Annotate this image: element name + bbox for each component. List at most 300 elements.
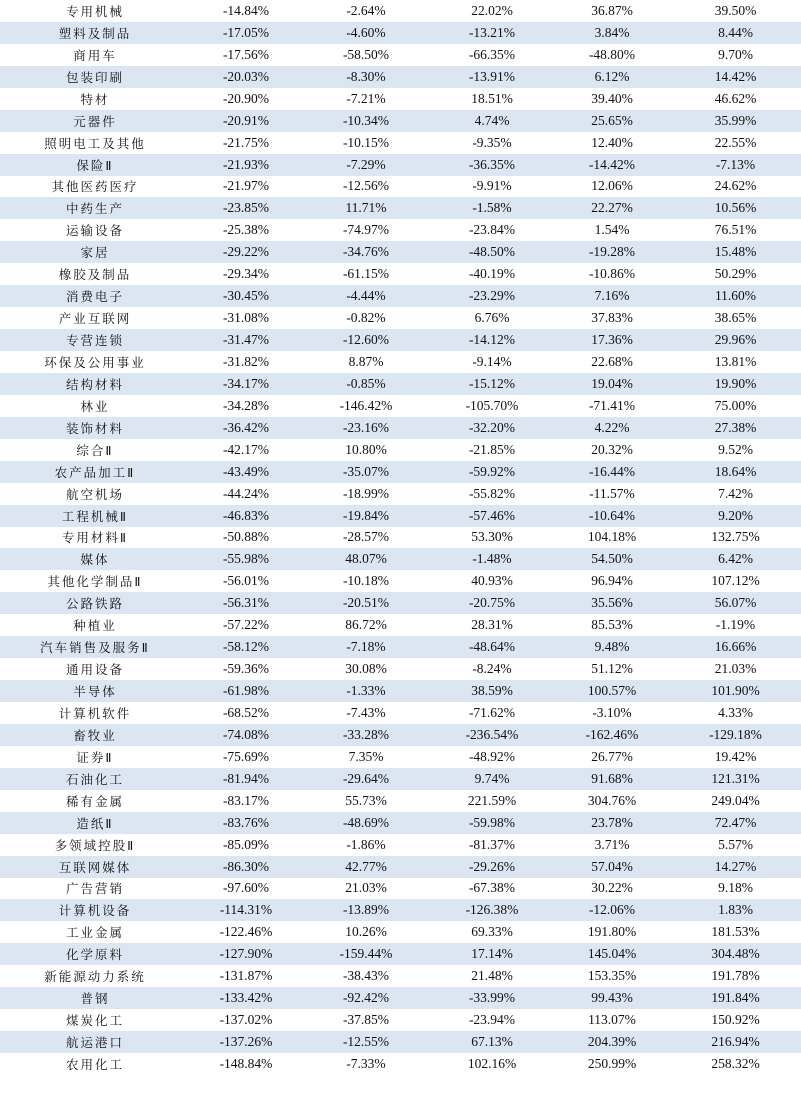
value-cell-col2: -13.89% (302, 899, 430, 921)
table-row (0, 548, 801, 570)
value-cell-col2: 55.73% (345, 792, 387, 808)
value-cell-col1: -75.69% (222, 748, 270, 764)
table-row (0, 483, 801, 505)
value-cell-col4: 19.04% (554, 373, 670, 395)
value-cell-col1: -86.30% (190, 856, 302, 878)
value-cell-col4: 3.84% (554, 22, 670, 44)
table-row (0, 812, 801, 834)
value-cell-col2: 30.08% (345, 661, 387, 677)
value-cell-col4: 26.77% (591, 748, 633, 764)
value-cell-col1: -61.98% (190, 680, 302, 702)
value-cell-col4: 54.50% (554, 548, 670, 570)
value-cell-col1: -83.76% (190, 812, 302, 834)
value-cell-col5: 4.33% (718, 704, 753, 720)
value-cell-col1: -20.91% (190, 110, 302, 132)
value-cell-col4: 35.56% (554, 592, 670, 614)
value-cell-col3: -14.12% (430, 329, 554, 351)
value-cell-col4: 3.71% (594, 836, 630, 852)
value-cell-col1: -114.31% (190, 899, 302, 921)
value-cell-col3: -236.54% (430, 724, 554, 746)
value-cell-col3: 21.48% (471, 968, 513, 984)
value-cell-col2: -12.56% (342, 178, 390, 194)
value-cell-col1: -21.97% (222, 178, 270, 194)
value-cell-col4: -12.06% (554, 899, 670, 921)
industry-name-cell: 元器件 (0, 110, 190, 132)
table-row (0, 702, 801, 724)
table-row (0, 1053, 801, 1075)
value-cell-col3: -13.21% (430, 22, 554, 44)
value-cell-col3: 18.51% (471, 90, 513, 106)
value-cell-col2: -19.84% (302, 505, 430, 527)
table-row (0, 219, 801, 241)
value-cell-col5: 27.38% (670, 417, 801, 439)
value-cell-col1: -31.47% (190, 329, 302, 351)
industry-name-cell: 工业金属 (65, 925, 124, 941)
value-cell-col5: 21.03% (714, 661, 757, 677)
value-cell-col5: 76.51% (714, 222, 757, 238)
value-cell-col4: 6.12% (554, 66, 670, 88)
industry-name-cell: 航空机场 (65, 486, 124, 502)
value-cell-col3: -1.48% (430, 548, 554, 570)
industry-name-cell: 汽车销售及服务Ⅱ (0, 636, 190, 658)
value-cell-col3: -40.19% (468, 266, 516, 282)
value-cell-col1: -133.42% (190, 987, 302, 1009)
industry-name-cell: 林业 (80, 398, 110, 414)
value-cell-col1: -20.03% (190, 66, 302, 88)
value-cell-col5: 35.99% (670, 110, 801, 132)
value-cell-col3: -67.38% (468, 880, 516, 896)
value-cell-col5: 9.18% (718, 880, 753, 896)
table-row (0, 329, 801, 351)
value-cell-col5: 72.47% (670, 812, 801, 834)
value-cell-col5: 14.27% (670, 856, 801, 878)
value-cell-col5: 191.84% (670, 987, 801, 1009)
value-cell-col5: 38.65% (714, 310, 757, 326)
industry-name-cell: 家居 (0, 241, 190, 263)
table-row (0, 417, 801, 439)
value-cell-col1: -44.24% (222, 485, 270, 501)
value-cell-col4: 104.18% (587, 529, 637, 545)
value-cell-col3: -1.58% (430, 197, 554, 219)
value-cell-col1: -68.52% (222, 704, 270, 720)
value-cell-col5: 50.29% (714, 266, 757, 282)
value-cell-col5: 46.62% (714, 90, 757, 106)
value-cell-col2: 21.03% (345, 880, 387, 896)
value-cell-col4: 22.27% (554, 197, 670, 219)
value-cell-col4: 4.22% (554, 417, 670, 439)
value-cell-col1: -20.90% (222, 90, 270, 106)
value-cell-col5: 304.48% (670, 943, 801, 965)
value-cell-col3: -9.35% (472, 134, 512, 150)
value-cell-col1: -36.42% (190, 417, 302, 439)
table-row (0, 746, 801, 768)
value-cell-col2: -1.33% (302, 680, 430, 702)
value-cell-col3: -32.20% (430, 417, 554, 439)
value-cell-col1: -50.88% (222, 529, 270, 545)
value-cell-col1: -43.49% (190, 461, 302, 483)
value-cell-col2: -58.50% (342, 46, 390, 62)
value-cell-col5: 11.60% (670, 285, 801, 307)
table-row (0, 790, 801, 812)
value-cell-col5: 150.92% (711, 1012, 760, 1028)
value-cell-col4: 153.35% (587, 968, 637, 984)
value-cell-col2: 86.72% (345, 617, 387, 633)
value-cell-col2: -10.34% (302, 110, 430, 132)
table-row (0, 66, 801, 88)
industry-name-cell: 综合Ⅱ (76, 442, 114, 458)
value-cell-col5: 191.78% (711, 968, 760, 984)
value-cell-col2: -7.29% (302, 154, 430, 176)
value-cell-col3: -36.35% (430, 154, 554, 176)
value-cell-col5: 16.66% (670, 636, 801, 658)
value-cell-col3: -8.24% (472, 661, 512, 677)
industry-name-cell: 装饰材料 (0, 417, 190, 439)
value-cell-col1: -85.09% (222, 836, 270, 852)
value-cell-col5: 56.07% (670, 592, 801, 614)
value-cell-col4: -48.80% (588, 46, 636, 62)
table-row (0, 110, 801, 132)
value-cell-col5: 1.83% (670, 899, 801, 921)
value-cell-col3: -9.91% (472, 178, 512, 194)
industry-name-cell: 煤炭化工 (65, 1013, 124, 1029)
value-cell-col1: -97.60% (222, 880, 270, 896)
value-cell-col2: 11.71% (302, 197, 430, 219)
value-cell-col5: 75.00% (714, 397, 757, 413)
value-cell-col2: -12.55% (302, 1031, 430, 1053)
value-cell-col3: -66.35% (468, 46, 516, 62)
value-cell-col3: -23.29% (430, 285, 554, 307)
value-cell-col1: -137.26% (190, 1031, 302, 1053)
value-cell-col2: -10.15% (342, 134, 390, 150)
value-cell-col5: 107.12% (711, 573, 760, 589)
value-cell-col2: -7.21% (346, 90, 386, 106)
value-cell-col1: -17.56% (222, 46, 270, 62)
industry-name-cell: 包装印刷 (0, 66, 190, 88)
value-cell-col5: 29.96% (670, 329, 801, 351)
industry-name-cell: 种植业 (73, 618, 117, 634)
table-row (0, 527, 801, 549)
value-cell-col1: -56.01% (222, 573, 270, 589)
industry-name-cell: 广告营销 (65, 881, 124, 897)
table-row (0, 132, 801, 154)
value-cell-col4: 51.12% (591, 661, 633, 677)
value-cell-col4: 37.83% (591, 310, 633, 326)
value-cell-col5: 258.32% (711, 1055, 760, 1071)
value-cell-col2: 10.80% (345, 441, 387, 457)
value-cell-col1: -29.34% (222, 266, 270, 282)
industry-name-cell: 商用车 (73, 47, 117, 63)
industry-name-cell: 普钢 (0, 987, 190, 1009)
value-cell-col4: -10.64% (554, 505, 670, 527)
industry-name-cell: 运输设备 (65, 223, 124, 239)
value-cell-col4: 113.07% (588, 1012, 636, 1028)
table-row (0, 351, 801, 373)
value-cell-col2: -35.07% (302, 461, 430, 483)
value-cell-col1: -14.84% (222, 2, 270, 18)
value-cell-col5: 7.42% (718, 485, 753, 501)
value-cell-col3: -48.92% (468, 748, 516, 764)
table-row (0, 44, 801, 66)
industry-name-cell: 照明电工及其他 (44, 135, 146, 151)
table-row (0, 176, 801, 198)
industry-name-cell: 结构材料 (0, 373, 190, 395)
value-cell-col4: -10.86% (588, 266, 636, 282)
industry-name-cell: 环保及公用事业 (44, 354, 146, 370)
value-cell-col1: -25.38% (222, 222, 270, 238)
table-row (0, 834, 801, 856)
value-cell-col4: 23.78% (554, 812, 670, 834)
industry-name-cell: 石油化工 (0, 768, 190, 790)
value-cell-col3: -29.26% (430, 856, 554, 878)
value-cell-col5: 19.42% (714, 748, 757, 764)
table-row (0, 373, 801, 395)
value-cell-col4: 91.68% (554, 768, 670, 790)
value-cell-col3: -33.99% (430, 987, 554, 1009)
value-cell-col3: 9.74% (430, 768, 554, 790)
value-cell-col3: -15.12% (430, 373, 554, 395)
value-cell-col2: -48.69% (302, 812, 430, 834)
value-cell-col1: -34.28% (222, 397, 270, 413)
industry-name-cell: 计算机软件 (58, 705, 132, 721)
value-cell-col1: -21.75% (222, 134, 270, 150)
value-cell-col4: 204.39% (554, 1031, 670, 1053)
table-row (0, 636, 801, 658)
value-cell-col4: -16.44% (554, 461, 670, 483)
value-cell-col2: -8.30% (302, 66, 430, 88)
value-cell-col3: -81.37% (468, 836, 516, 852)
industry-name-cell: 工程机械Ⅱ (0, 505, 190, 527)
value-cell-col5: 18.64% (670, 461, 801, 483)
table-row (0, 592, 801, 614)
value-cell-col5: 14.42% (670, 66, 801, 88)
value-cell-col3: 221.59% (467, 792, 517, 808)
value-cell-col5: 10.56% (670, 197, 801, 219)
table-row (0, 395, 801, 417)
value-cell-col1: -127.90% (190, 943, 302, 965)
value-cell-col1: -122.46% (219, 924, 273, 940)
table-row (0, 658, 801, 680)
table-row (0, 1009, 801, 1031)
value-cell-col4: 25.65% (554, 110, 670, 132)
value-cell-col4: 12.40% (591, 134, 633, 150)
value-cell-col2: -159.44% (302, 943, 430, 965)
industry-name-cell: 消费电子 (0, 285, 190, 307)
table-row (0, 461, 801, 483)
value-cell-col5: 39.50% (714, 2, 757, 18)
value-cell-col5: 249.04% (711, 792, 760, 808)
value-cell-col2: -34.76% (302, 241, 430, 263)
value-cell-col3: 53.30% (471, 529, 513, 545)
value-cell-col4: 304.76% (587, 792, 637, 808)
value-cell-col3: -126.38% (430, 899, 554, 921)
table-row (0, 88, 801, 110)
value-cell-col2: 7.35% (348, 748, 384, 764)
value-cell-col5: -1.19% (715, 617, 756, 633)
value-cell-col2: -1.86% (346, 836, 386, 852)
value-cell-col2: 42.77% (302, 856, 430, 878)
industry-name-cell: 新能源动力系统 (44, 969, 146, 985)
value-cell-col2: -74.97% (342, 222, 390, 238)
value-cell-col2: -4.60% (302, 22, 430, 44)
value-cell-col4: -11.57% (589, 485, 635, 501)
value-cell-col4: -3.10% (592, 704, 632, 720)
table-row (0, 154, 801, 176)
value-cell-col2: -7.43% (346, 704, 386, 720)
value-cell-col1: -34.17% (190, 373, 302, 395)
industry-name-cell: 化学原料 (0, 943, 190, 965)
industry-name-cell: 畜牧业 (0, 724, 190, 746)
value-cell-col4: 17.36% (554, 329, 670, 351)
value-cell-col5: 216.94% (670, 1031, 801, 1053)
value-cell-col4: -14.42% (554, 154, 670, 176)
industry-name-cell: 塑料及制品 (0, 22, 190, 44)
value-cell-col3: 4.74% (430, 110, 554, 132)
table-row (0, 987, 801, 1009)
value-cell-col1: -21.93% (190, 154, 302, 176)
table-row (0, 307, 801, 329)
table-row (0, 878, 801, 900)
value-cell-col1: -31.08% (222, 310, 270, 326)
value-cell-col5: -129.18% (670, 724, 801, 746)
value-cell-col4: -71.41% (588, 397, 636, 413)
table-row (0, 899, 801, 921)
value-cell-col5: 22.55% (714, 134, 757, 150)
value-cell-col1: -30.45% (190, 285, 302, 307)
value-cell-col2: -12.60% (302, 329, 430, 351)
value-cell-col3: 6.76% (474, 310, 510, 326)
value-cell-col4: 30.22% (591, 880, 633, 896)
industry-name-cell: 造纸Ⅱ (0, 812, 190, 834)
industry-name-cell: 农用化工 (65, 1056, 124, 1072)
industry-name-cell: 专营连锁 (0, 329, 190, 351)
value-cell-col3: -55.82% (468, 485, 516, 501)
table-row (0, 768, 801, 790)
value-cell-col1: -56.31% (190, 592, 302, 614)
value-cell-col2: -2.64% (346, 2, 386, 18)
value-cell-col3: -105.70% (465, 397, 519, 413)
value-cell-col1: -83.17% (222, 792, 270, 808)
table-row (0, 241, 801, 263)
industry-name-cell: 航运港口 (0, 1031, 190, 1053)
value-cell-col1: -46.83% (190, 505, 302, 527)
value-cell-col4: 7.16% (554, 285, 670, 307)
value-cell-col5: 6.42% (670, 548, 801, 570)
value-cell-col4: 9.48% (554, 636, 670, 658)
value-cell-col5: 5.57% (718, 836, 753, 852)
value-cell-col4: 99.43% (554, 987, 670, 1009)
value-cell-col4: 20.32% (591, 441, 633, 457)
value-cell-col3: 17.14% (430, 943, 554, 965)
value-cell-col2: -33.28% (302, 724, 430, 746)
value-cell-col2: -10.18% (342, 573, 390, 589)
value-cell-col5: -7.13% (670, 154, 801, 176)
value-cell-col4: -19.28% (554, 241, 670, 263)
value-cell-col3: -20.75% (430, 592, 554, 614)
industry-name-cell: 其他化学制品Ⅱ (47, 574, 143, 590)
value-cell-col1: -58.12% (190, 636, 302, 658)
value-cell-col1: -137.02% (219, 1012, 273, 1028)
value-cell-col3: 22.02% (471, 2, 513, 18)
value-cell-col4: -162.46% (554, 724, 670, 746)
value-cell-col1: -148.84% (219, 1055, 273, 1071)
value-cell-col3: -71.62% (468, 704, 516, 720)
value-cell-col5: 101.90% (670, 680, 801, 702)
industry-name-cell: 保险Ⅱ (0, 154, 190, 176)
value-cell-col3: 102.16% (467, 1055, 517, 1071)
value-cell-col3: 67.13% (430, 1031, 554, 1053)
value-cell-col3: -59.92% (430, 461, 554, 483)
value-cell-col5: 181.53% (711, 924, 760, 940)
value-cell-col5: 121.31% (670, 768, 801, 790)
value-cell-col2: 8.87% (348, 353, 384, 369)
industry-name-cell: 媒体 (0, 548, 190, 570)
value-cell-col2: -4.44% (302, 285, 430, 307)
table-row (0, 965, 801, 987)
value-cell-col4: 145.04% (554, 943, 670, 965)
value-cell-col3: 38.59% (430, 680, 554, 702)
value-cell-col4: 57.04% (554, 856, 670, 878)
value-cell-col2: -23.16% (302, 417, 430, 439)
industry-name-cell: 计算机设备 (0, 899, 190, 921)
value-cell-col2: -0.85% (302, 373, 430, 395)
table-row (0, 570, 801, 592)
industry-name-cell: 专用机械 (65, 3, 124, 19)
value-cell-col5: 132.75% (711, 529, 760, 545)
industry-name-cell: 其他医药医疗 (51, 179, 139, 195)
value-cell-col2: -38.43% (342, 968, 390, 984)
table-row (0, 856, 801, 878)
value-cell-col4: 36.87% (591, 2, 633, 18)
table-row (0, 197, 801, 219)
table-row (0, 439, 801, 461)
value-cell-col2: -0.82% (346, 310, 386, 326)
value-cell-col1: -42.17% (222, 441, 270, 457)
value-cell-col4: 191.80% (587, 924, 637, 940)
value-cell-col2: -92.42% (302, 987, 430, 1009)
value-cell-col1: -59.36% (222, 661, 270, 677)
table-row (0, 505, 801, 527)
table-row (0, 614, 801, 636)
table-row (0, 724, 801, 746)
value-cell-col5: 13.81% (714, 353, 757, 369)
value-cell-col5: 8.44% (670, 22, 801, 44)
table-row (0, 1031, 801, 1053)
industry-name-cell: 公路铁路 (0, 592, 190, 614)
industry-name-cell: 多领域控股Ⅱ (54, 837, 136, 853)
value-cell-col3: 40.93% (471, 573, 513, 589)
value-cell-col3: -21.85% (468, 441, 516, 457)
table-row (0, 263, 801, 285)
value-cell-col4: 12.06% (591, 178, 633, 194)
value-cell-col1: -17.05% (190, 22, 302, 44)
industry-name-cell: 稀有金属 (65, 793, 124, 809)
value-cell-col3: 28.31% (471, 617, 513, 633)
value-cell-col4: 39.40% (591, 90, 633, 106)
value-cell-col2: -7.33% (346, 1055, 386, 1071)
value-cell-col3: -59.98% (430, 812, 554, 834)
value-cell-col2: -61.15% (342, 266, 390, 282)
value-cell-col1: -131.87% (219, 968, 273, 984)
value-cell-col1: -23.85% (190, 197, 302, 219)
value-cell-col2: -18.99% (342, 485, 390, 501)
industry-name-cell: 橡胶及制品 (58, 267, 132, 283)
industry-name-cell: 专用材料Ⅱ (61, 530, 129, 546)
table-row (0, 285, 801, 307)
value-cell-col1: -29.22% (190, 241, 302, 263)
value-cell-col5: 19.90% (670, 373, 801, 395)
value-cell-col5: 9.70% (718, 46, 753, 62)
value-cell-col5: 15.48% (670, 241, 801, 263)
